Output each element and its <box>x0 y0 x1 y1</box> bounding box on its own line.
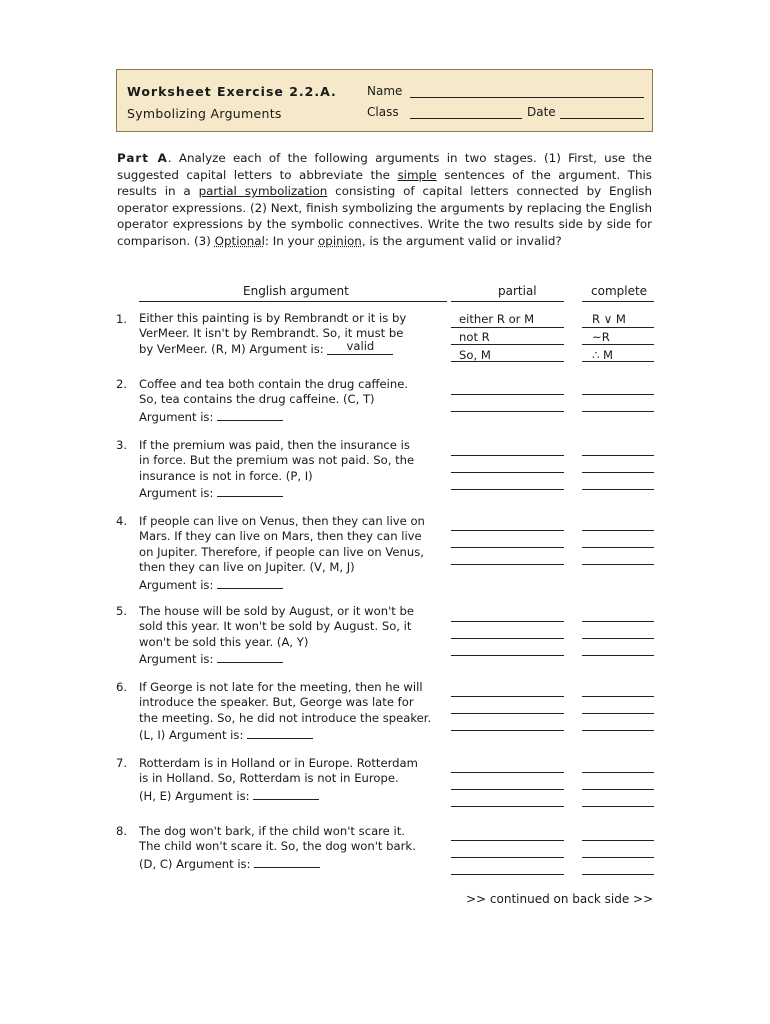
complete-answer-field[interactable] <box>582 411 654 412</box>
name-label: Name <box>367 84 403 98</box>
problem-statement: The dog won't bark, if the child won't scare it. The child won't scare it. So, the dog won't bark. (D, C) Argument is: <box>139 824 416 871</box>
problem-text <box>139 377 454 425</box>
complete-answer-field[interactable] <box>582 394 654 395</box>
partial-answer-field[interactable] <box>451 772 564 773</box>
complete-answer-field[interactable] <box>582 638 654 639</box>
worksheet-subtitle: Symbolizing Arguments <box>127 106 282 121</box>
complete-answer-field[interactable] <box>582 621 654 622</box>
class-field[interactable] <box>410 118 522 119</box>
problem-number: 3. <box>116 438 128 452</box>
problem-number: 5. <box>116 604 128 618</box>
problem-text <box>139 311 454 357</box>
partial-answer-field[interactable] <box>451 621 564 622</box>
problem-number: 4. <box>116 514 128 528</box>
problem-text <box>139 514 454 593</box>
complete-answer-field[interactable] <box>582 713 654 714</box>
verdict-field[interactable] <box>247 726 313 739</box>
partial-symbolization-term: partial symbolization <box>198 184 328 199</box>
partial-answer-field[interactable] <box>451 530 564 531</box>
partial-answer-field[interactable] <box>451 638 564 639</box>
partial-answer-field[interactable] <box>451 411 564 412</box>
problem-statement: If George is not late for the meeting, then he will introduce the speaker. But, George was late for the meeting. So, he did not introduce the speaker. (L, I) Argument is: <box>139 680 432 743</box>
complete-answer-field[interactable] <box>582 361 654 362</box>
verdict-answer: valid <box>346 338 375 353</box>
partial-answer-field[interactable] <box>451 655 564 656</box>
header-rule <box>451 301 564 302</box>
partial-answer-field[interactable] <box>451 489 564 490</box>
complete-answer-field[interactable] <box>582 874 654 875</box>
partial-answer-field[interactable] <box>451 857 564 858</box>
partial-answer-field[interactable] <box>451 806 564 807</box>
problem-statement: If people can live on Venus, then they can live on Mars. If they can live on Mars, then they can live on Jupiter. Therefore, if people can live on Venus, then they can live on Jupiter. (V, M, J) Argument is: <box>139 514 425 592</box>
problem-statement: The house will be sold by August, or it won't be sold this year. It won't be sold by August. So, it won't be sold this year. (A, Y) Argument is: <box>139 604 414 667</box>
header-rule <box>582 301 654 302</box>
complete-answer-line: R ∨ M <box>592 312 626 326</box>
instructions-text: consisting of capital letters connected by English operator expressions. (2) Next, finish symbolizing the arguments by replacing the English operator expressions by the symbolic connectives. Write the two results side by side for comparison. (3) <box>117 184 652 248</box>
partial-answer-field[interactable] <box>451 789 564 790</box>
complete-answer-field[interactable] <box>582 344 654 345</box>
complete-answer-field[interactable] <box>582 455 654 456</box>
partial-answer-field[interactable] <box>451 730 564 731</box>
worksheet-title: Worksheet Exercise 2.2.A. <box>127 84 337 99</box>
verdict-field[interactable] <box>253 787 319 800</box>
date-field[interactable] <box>560 118 644 119</box>
complete-answer-line: ∴ M <box>592 348 614 362</box>
partial-answer-field[interactable] <box>451 564 564 565</box>
complete-answer-field[interactable] <box>582 806 654 807</box>
partial-answer-field[interactable] <box>451 361 564 362</box>
header-rule <box>139 301 447 302</box>
complete-answer-field[interactable] <box>582 530 654 531</box>
partial-answer-field[interactable] <box>451 547 564 548</box>
verdict-field[interactable] <box>217 650 283 663</box>
partial-answer-field[interactable] <box>451 713 564 714</box>
problem-text <box>139 438 454 502</box>
complete-answer-field[interactable] <box>582 489 654 490</box>
complete-answer-field[interactable] <box>582 655 654 656</box>
complete-answer-field[interactable] <box>582 472 654 473</box>
problem-text <box>139 824 454 872</box>
column-header-complete: complete <box>591 284 648 298</box>
problem-number: 1. <box>116 312 128 326</box>
partial-answer-field[interactable] <box>451 840 564 841</box>
complete-answer-field[interactable] <box>582 857 654 858</box>
problem-statement: Either this painting is by Rembrandt or it is by VerMeer. It isn't by Rembrandt. So, it must be by VerMeer. (R, M) Argument is: <box>139 311 407 356</box>
complete-answer-field[interactable] <box>582 564 654 565</box>
partial-answer-field[interactable] <box>451 696 564 697</box>
problem-statement: If the premium was paid, then the insurance is in force. But the premium was not paid. So, the insurance is not in force. (P, I) Argument is: <box>139 438 415 501</box>
optional-term: Optional <box>214 233 265 248</box>
instructions-text: sentences of the argument. This results in a <box>117 167 652 199</box>
partial-answer-field[interactable] <box>451 455 564 456</box>
worksheet-header <box>116 69 653 132</box>
part-label: Part A <box>117 151 168 165</box>
verdict-field[interactable] <box>217 484 283 497</box>
simple-term: simple <box>397 167 437 182</box>
instructions-text: , is the argument valid or invalid? <box>361 233 562 248</box>
instructions-text: . Analyze each of the following arguments in two stages. (1) First, use the suggested capital letters to abbreviate the <box>117 151 652 182</box>
problem-number: 8. <box>116 824 128 838</box>
continued-note: >> continued on back side >> <box>466 892 654 906</box>
complete-answer-field[interactable] <box>582 840 654 841</box>
problem-statement: Rotterdam is in Holland or in Europe. Rotterdam is in Holland. So, Rotterdam is not in Europe. (H, E) Argument is: <box>139 756 418 803</box>
partial-answer-field[interactable] <box>451 394 564 395</box>
partial-answer-line: not R <box>459 330 490 344</box>
partial-answer-line: either R or M <box>459 312 535 326</box>
complete-answer-field[interactable] <box>582 547 654 548</box>
verdict-field[interactable] <box>217 408 283 421</box>
problem-statement: Coffee and tea both contain the drug caffeine. So, tea contains the drug caffeine. (C, T) Argument is: <box>139 377 409 424</box>
complete-answer-field[interactable] <box>582 789 654 790</box>
problem-number: 2. <box>116 377 128 391</box>
date-label: Date <box>527 105 556 119</box>
partial-answer-field[interactable] <box>451 327 564 328</box>
verdict-field[interactable] <box>327 338 393 355</box>
name-field[interactable] <box>410 97 644 98</box>
problem-text <box>139 756 454 804</box>
complete-answer-field[interactable] <box>582 730 654 731</box>
verdict-field[interactable] <box>217 576 283 589</box>
problem-number: 6. <box>116 680 128 694</box>
complete-answer-field[interactable] <box>582 772 654 773</box>
instructions-text: : In your <box>264 233 319 248</box>
partial-answer-field[interactable] <box>451 874 564 875</box>
column-header-english: English argument <box>243 284 349 298</box>
problem-text <box>139 680 454 744</box>
problem-text <box>139 604 454 668</box>
problem-number: 7. <box>116 756 128 770</box>
partial-answer-field[interactable] <box>451 472 564 473</box>
class-label: Class <box>367 105 399 119</box>
opinion-term: opinion <box>318 233 362 248</box>
partial-answer-line: So, M <box>459 348 491 362</box>
complete-answer-field[interactable] <box>582 696 654 697</box>
complete-answer-line: ~R <box>592 330 610 344</box>
partial-answer-field[interactable] <box>451 344 564 345</box>
complete-answer-field[interactable] <box>582 327 654 328</box>
verdict-field[interactable] <box>254 855 320 868</box>
column-header-partial: partial <box>498 284 537 298</box>
instructions <box>117 150 652 250</box>
